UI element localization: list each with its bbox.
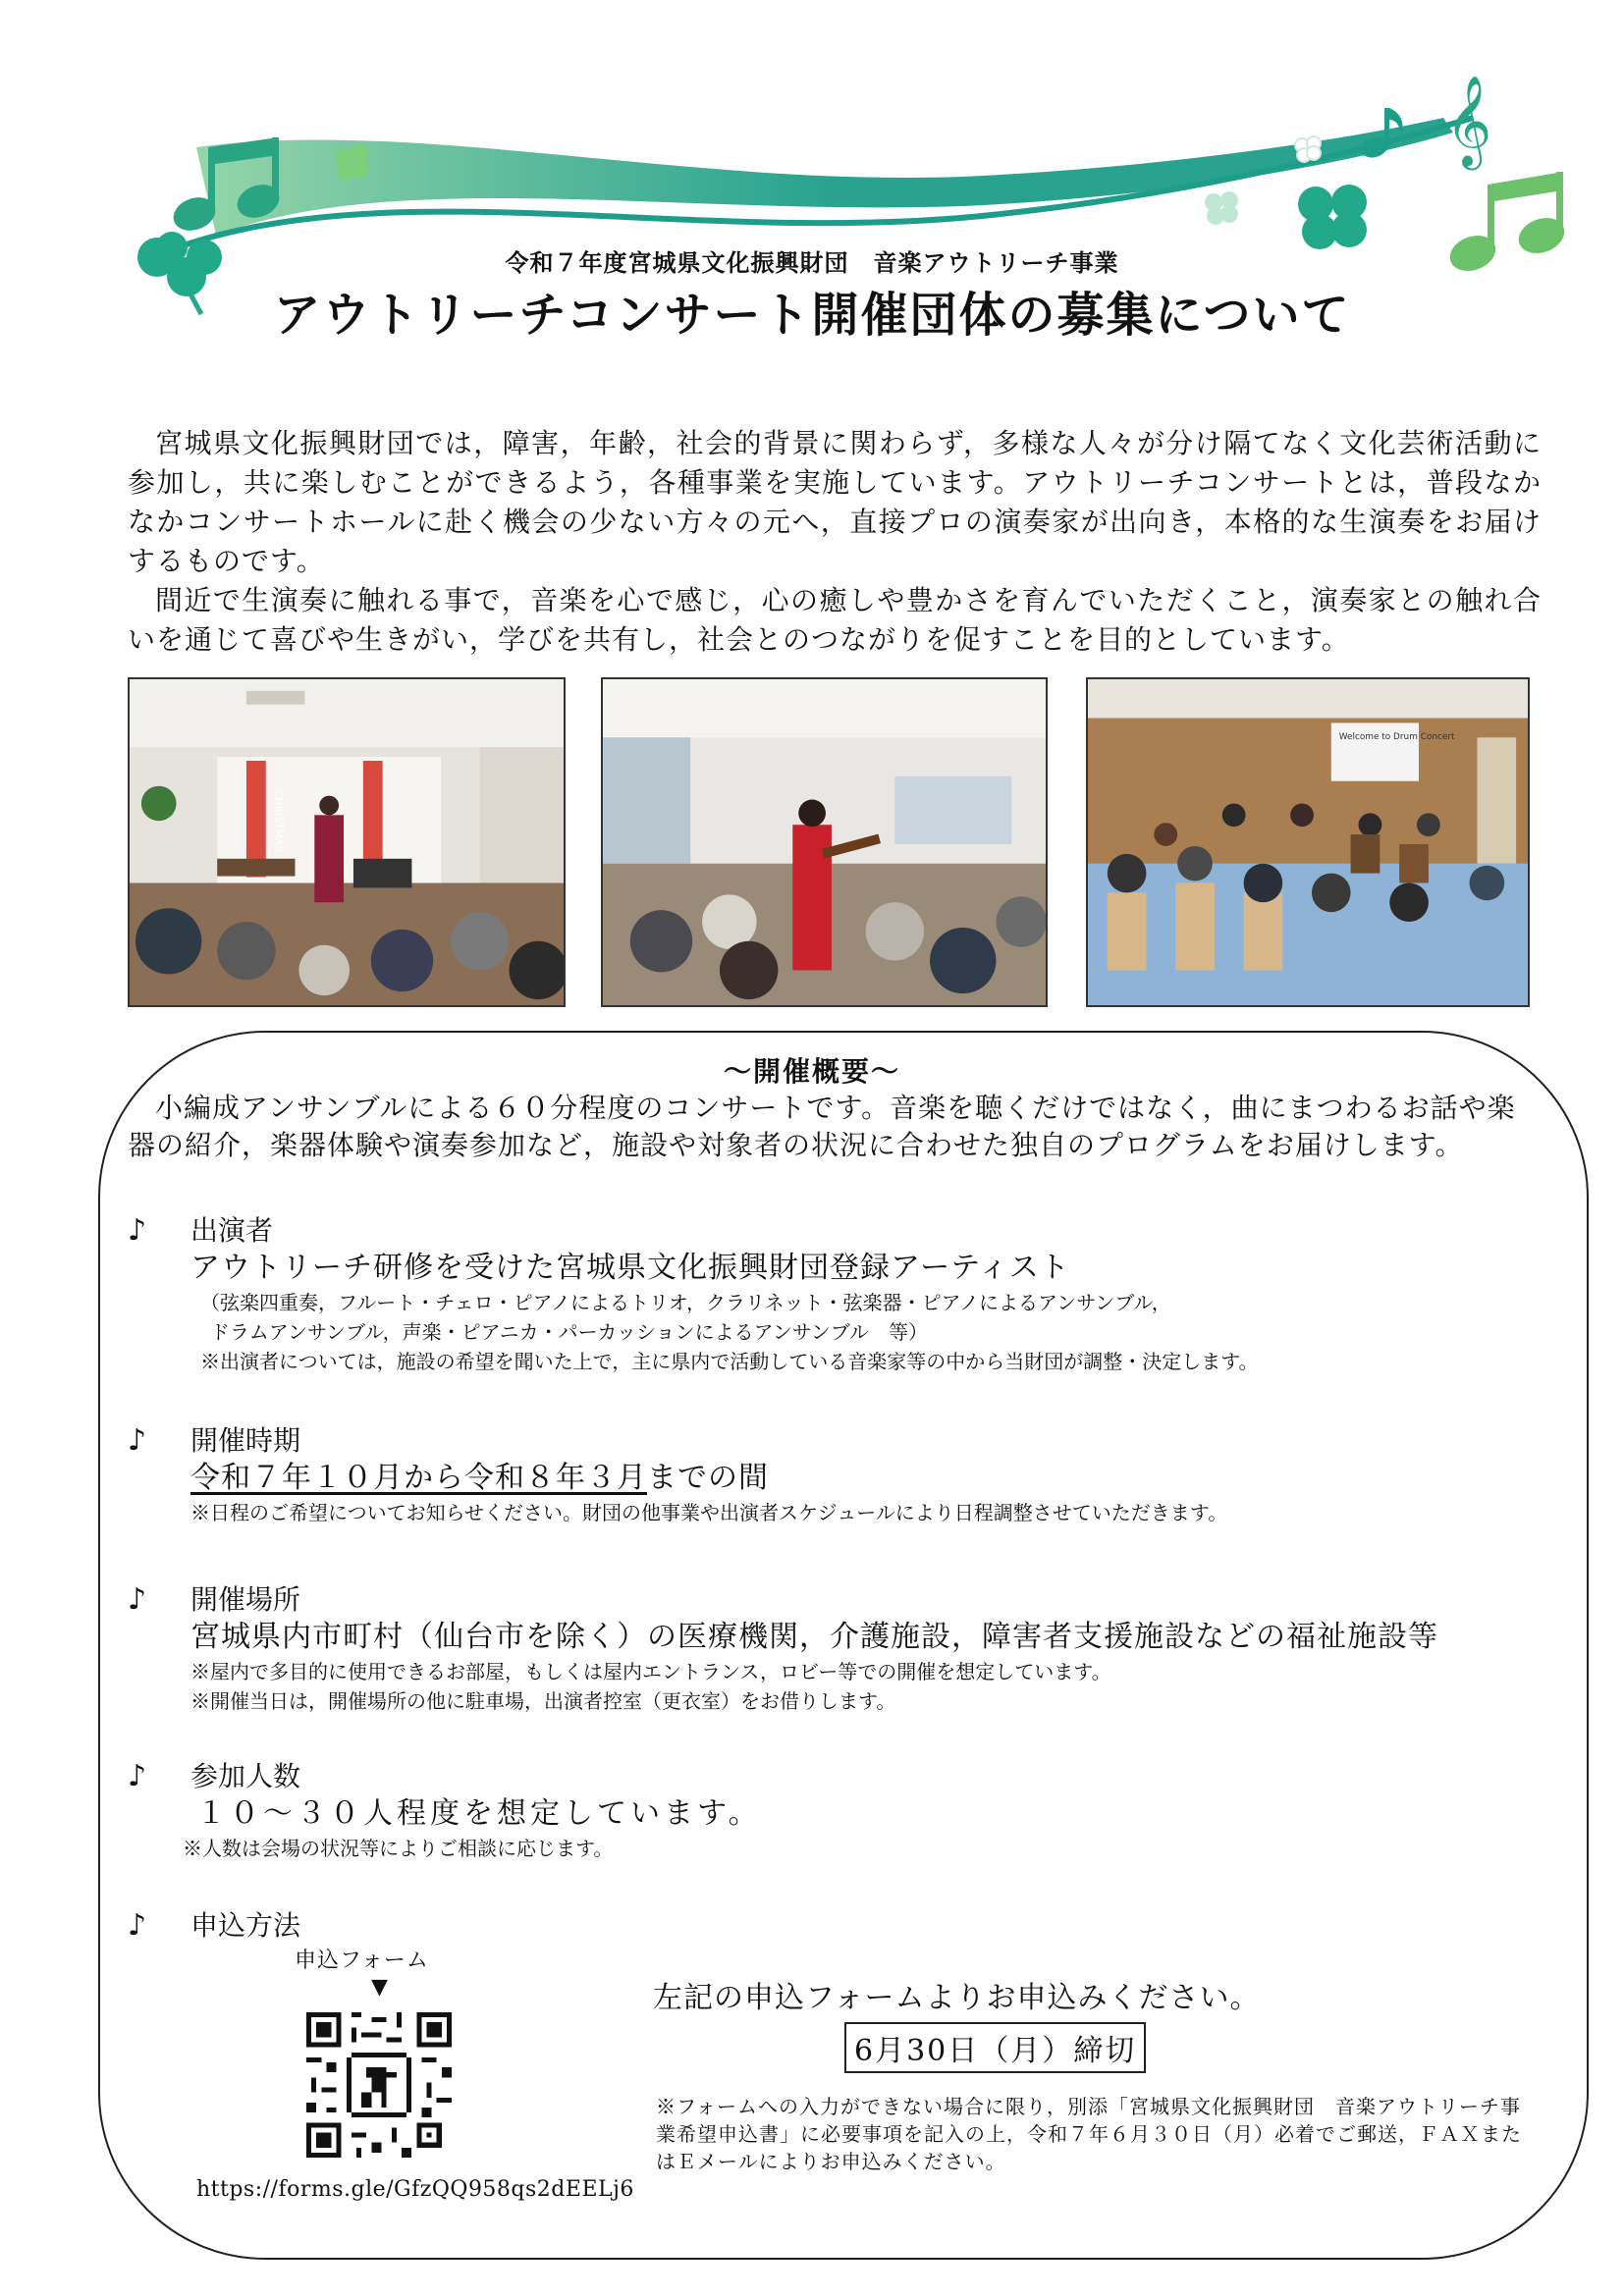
svg-text:CHRISTMAS: CHRISTMAS [272, 789, 286, 853]
performers-note: ※出演者については，施設の希望を聞いた上で，主に県内で活動している音楽家等の中から当財団が調整・決定します。 [200, 1350, 1259, 1373]
photo-drum-ensemble [1086, 677, 1530, 1007]
music-note-icon: ♪ [128, 1423, 147, 1458]
wave-band [196, 118, 1453, 236]
section-heading [128, 1759, 1561, 1794]
photo-christmas-concert [128, 677, 566, 1007]
venue-note-2: ※開催当日は，開催場所の他に駐車場，出演者控室（更衣室）をお借りします。 [190, 1689, 896, 1713]
participants-main: １０～３０人程度を想定しています。 [196, 1796, 762, 1831]
venue-main: 宮城県内市町村（仙台市を除く）の医療機関，介護施設，障害者支援施設などの福祉施設等 [190, 1620, 1438, 1654]
section-label: 開催場所 [190, 1583, 301, 1616]
section-heading [128, 1213, 1561, 1249]
page-title: アウトリーチコンサート開催団体の募集について [273, 288, 1351, 343]
form-url-link[interactable]: https://forms.gle/GfzQQ958qs2dEELj6 [196, 2177, 634, 2202]
arrow-down-icon: ▼ [371, 1975, 388, 2000]
qr-code[interactable] [306, 2012, 452, 2158]
section-venue [128, 1582, 1561, 1716]
music-note-icon: ♪ [128, 1908, 147, 1943]
photo-violin-performance [601, 677, 1048, 1007]
section-application [128, 1908, 1561, 1944]
music-note-icon: ♪ [128, 1213, 147, 1248]
performers-examples-2: ドラムアンサンブル，声楽・ピアニカ・パーカッションによるアンサンブル 等） [210, 1320, 928, 1344]
period-suffix: までの間 [647, 1461, 769, 1495]
section-label: 開催時期 [190, 1424, 301, 1457]
intro-paragraph-1: 宮城県文化振興財団では，障害，年齢，社会的背景に関わらず，多様な人々が分け隔てなく文化芸術活動に参加し，共に楽しむことができるよう，各種事業を実施しています。アウトリーチコンサートとは，普段なかなかコンサートホールに赴く機会の少ない方々の元へ，直接プロの演奏家が出向き，本格的な生演奏をお届けするものです。 [128, 427, 1542, 577]
music-note-icon: ♪ [128, 1759, 147, 1793]
venue-note-1: ※屋内で多目的に使用できるお部屋，もしくは屋内エントランス，ロビー等での開催を想定しています。 [190, 1660, 1111, 1683]
subtitle: 令和７年度宮城県文化振興財団 音楽アウトリーチ事業 [505, 249, 1119, 277]
section-heading [128, 1908, 1561, 1944]
alternative-application-note: ※フォームへの入力ができない場合に限り，別添「宮城県文化振興財団 音楽アウトリーチ事業希望申込書」に必要事項を記入の上，令和７年６月３０日（月）必着でご郵送，ＦＡＸまたはＥメールによりお申込みください。 [656, 2095, 1522, 2173]
music-note-icon: ♪ [128, 1582, 147, 1617]
overview-heading: ～開催概要～ [723, 1055, 900, 1088]
section-period [128, 1423, 1561, 1527]
performers-main: アウトリーチ研修を受けた宮城県文化振興財団登録アーティスト [190, 1251, 1070, 1285]
form-label: 申込フォーム [295, 1949, 429, 1973]
section-performers [128, 1213, 1561, 1376]
section-participants [128, 1759, 1561, 1863]
section-label: 参加人数 [190, 1760, 301, 1792]
deadline-box: 6月30日（月）締切 [844, 2022, 1146, 2073]
period-main [190, 1459, 1561, 1498]
performers-examples-1: （弦楽四重奏，フルート・チェロ・ピアノによるトリオ，クラリネット・弦楽器・ピアノによるアンサンブル， [200, 1291, 1171, 1314]
period-note: ※日程のご希望についてお知らせください。財団の他事業や出演者スケジュールにより日程調整させていただきます。 [190, 1501, 1228, 1524]
intro-paragraph-2: 間近で生演奏に触れる事で，音楽を心で感じ，心の癒しや豊かさを育んでいただくこと，演奏家との触れ合いを通じて喜びや生きがい，学びを共有し，社会とのつながりを促すことを目的としています。 [128, 584, 1542, 656]
clover-icon [1298, 185, 1367, 249]
section-heading [128, 1423, 1561, 1459]
intro [128, 424, 1542, 660]
clover-icon [1205, 191, 1238, 225]
section-heading [128, 1582, 1561, 1618]
treble-clef-icon: 𝄞 [1445, 75, 1492, 166]
period-range: 令和７年１０月から令和８年３月 [190, 1461, 647, 1495]
clover-icon [1295, 136, 1321, 162]
apply-instruction: 左記の申込フォームよりお申込みください。 [653, 1981, 1261, 2015]
section-label: 申込方法 [190, 1909, 301, 1942]
section-label: 出演者 [190, 1214, 274, 1247]
svg-text:Welcome to Drum Concert: Welcome to Drum Concert [1338, 732, 1455, 743]
participants-note: ※人数は会場の状況等によりご相談に応じます。 [183, 1837, 614, 1860]
overview-text: 小編成アンサンブルによる６０分程度のコンサートです。音楽を聴くだけではなく，曲にまつわるお話や楽器の紹介，楽器体験や演奏参加など，施設や対象者の状況に合わせた独自のプログラムをお届けします。 [128, 1092, 1516, 1161]
